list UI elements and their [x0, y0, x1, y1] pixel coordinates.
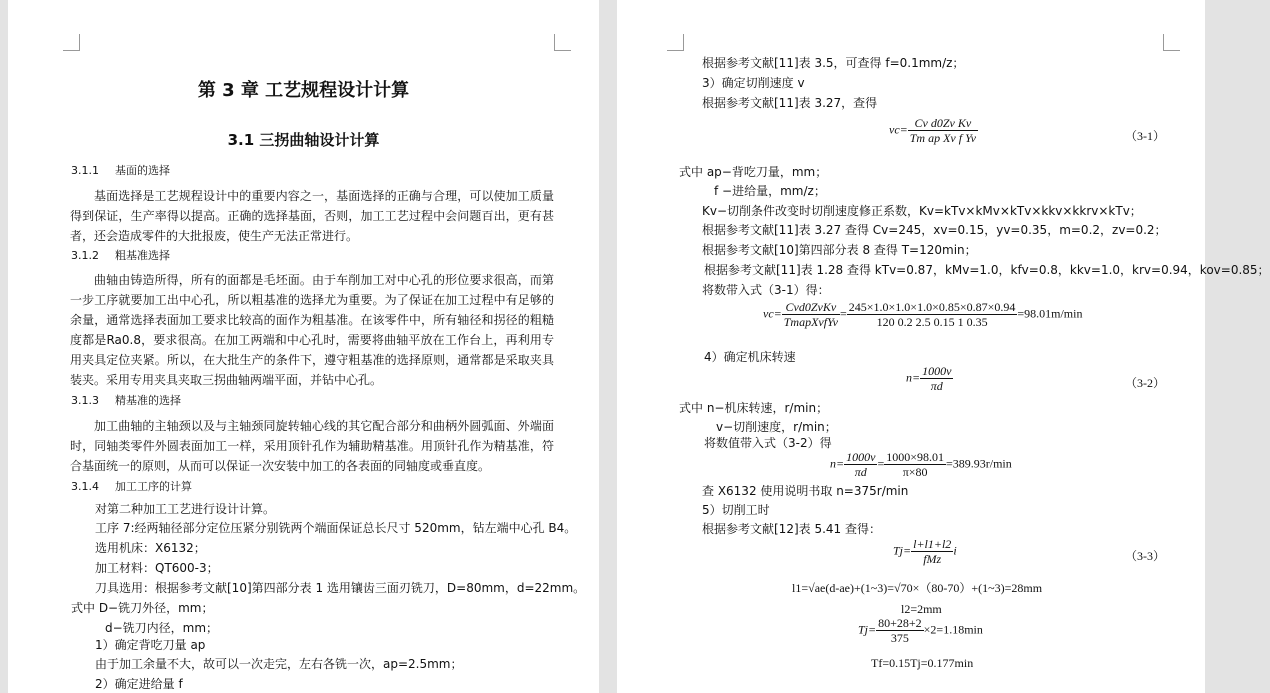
equation-substitution-1: vc= $\frac{\text{Cvd0ZvKv}}{\text{TmapXvfYv}}$ = $\frac{245\times 1.0\times 1.0\times 1.0\times 0.85\times 0.87\times 0.94}{120 0.2 2.5 0.15 1 0.35}$ =98.01m/min — [763, 300, 1083, 329]
page-corner-mark — [667, 34, 684, 51]
equation-substitution-2: n= $\frac{1000v}{\pi d}$ = $\frac{1000\times 98.01}{\pi\times 80}$ =389.93r/min — [830, 450, 1012, 479]
text-line: 根据参考文献[10]第四部分表 8 查得 T=120min； — [702, 243, 977, 257]
text-line: 由于加工余量不大，故可以一次走完，左右各铣一次，ap=2.5mm； — [95, 657, 463, 671]
subsection-title: 基面的选择 — [115, 164, 170, 177]
subsection-title: 精基准的选择 — [115, 394, 181, 407]
text-line: 4）确定机床转速 — [704, 350, 796, 364]
text-line: 根据参考文献[11]表 3.27，查得 — [702, 96, 878, 110]
equation-l1: l1=√ae(d-ae)+(1~3)=√70×（80-70）+(1~3)=28mm — [792, 581, 1043, 595]
text-line: 3）确定切削速度 v — [702, 76, 805, 90]
subsection-title: 粗基准选择 — [115, 249, 170, 262]
subsection-number: 3.1.2 — [71, 249, 99, 262]
text-line: 2）确定进给量 f — [95, 677, 183, 691]
text-line: 刀具选用：根据参考文献[10]第四部分表 1 选用镶齿三面刃铣刀，D=80mm，d=22mm。 — [95, 581, 586, 595]
text-line: 根据参考文献[12]表 5.41 查得： — [702, 522, 881, 536]
page-corner-mark — [63, 34, 80, 51]
text-line: d−铣刀内径，mm； — [105, 621, 219, 635]
document-page-2 — [617, 0, 1270, 693]
text-line: 5）切削工时 — [702, 503, 770, 517]
text-line: 式中 D−铣刀外径，mm； — [71, 601, 214, 615]
text-line: 查 X6132 使用说明书取 n=375r/min — [702, 484, 909, 498]
equation-number: （3-1） — [1125, 129, 1165, 143]
text-line: 式中 ap−背吃刀量，mm； — [679, 165, 828, 179]
equation-number: （3-3） — [1125, 549, 1165, 563]
text-line: f −进给量，mm/z； — [714, 184, 826, 198]
text-line: 工序 7:经两轴径部分定位压紧分别铣两个端面保证总长尺寸 520mm，钻左端中心孔 B4。 — [95, 521, 577, 535]
text-line: 将数值带入式（3-2）得 — [704, 436, 832, 450]
text-line: 1）确定背吃刀量 ap — [95, 638, 206, 652]
text-line: 加工材料：QT600-3； — [95, 561, 219, 575]
text-line: 选用机床：X6132； — [95, 541, 206, 555]
text-line: Kv−切削条件改变时切削速度修正系数，Kv=kTv×kMv×kTv×kkv×kkrv×kTv； — [702, 204, 1142, 218]
equation-3-2: n= $\frac{1000v}{\pi d}$ — [906, 364, 952, 393]
subsection-title: 加工工序的计算 — [115, 480, 192, 493]
section-title: 3.1 三拐曲轴设计计算 — [227, 131, 380, 149]
text-line: 式中 n−机床转速，r/min； — [679, 401, 829, 415]
paragraph: 基面选择是工艺规程设计中的重要内容之一，基面选择的正确与合理，可以使加工质量得到保证，生产率得以提高。正确的选择基面，否则，加工工艺过程中会问题百出，更有甚者，还会造成零件的大批报废，使生产无法正常进行。 — [70, 189, 554, 243]
text-line: 对第二种加工工艺进行设计计算。 — [95, 502, 276, 516]
page-corner-mark — [554, 34, 571, 51]
text-line: v−切削速度，r/min； — [716, 420, 837, 434]
text-line: 根据参考文献[11]表 1.28 查得 kTv=0.87，kMv=1.0，kfv=0.8，kkv=1.0，krv=0.94，kov=0.85； — [704, 263, 1270, 277]
document-page-1 — [8, 0, 599, 693]
equation-3-3: Tj= $\frac{l+l1+l2}{\text{fMz}}$ i — [893, 537, 957, 566]
equation-3-1: vc= $\frac{\text{Cv d0Zv Kv}}{\text{Tm ap Xv f Yv}}$ — [889, 116, 976, 145]
equation-l2: l2=2mm — [901, 602, 942, 616]
equation-tj: Tj= $\frac{80+28+2}{375}$ ×2=1.18min — [858, 616, 983, 645]
subsection-number: 3.1.4 — [71, 480, 99, 493]
text-line: 根据参考文献[11]表 3.27 查得 Cv=245，xv=0.15，yv=0.35，m=0.2，zv=0.2； — [702, 223, 1167, 237]
page-corner-mark — [1163, 34, 1180, 51]
equation-tf: Tf=0.15Tj=0.177min — [871, 656, 974, 670]
subsection-number: 3.1.1 — [71, 164, 99, 177]
paragraph: 加工曲轴的主轴颈以及与主轴颈同旋转轴心线的其它配合部分和曲柄外圆弧面、外端面时，同轴类零件外圆表面加工一样，采用顶针孔作为辅助精基准。用顶针孔作为精基准，符合基面统一的原则，从而可以保证一次安装中加工的各表面的同轴度或垂直度。 — [70, 419, 554, 473]
paragraph: 曲轴由铸造所得，所有的面都是毛坯面。由于车削加工对中心孔的形位要求很高，而第一步工序就要加工出中心孔，所以粗基准的选择尤为重要。为了保证在加工过程中有足够的余量，通常选择表面加工要求比较高的面作为粗基准。在该零件中，所有轴径和拐径的粗糙度都是Ra0.8，要求很高。在加工两端和中心孔时，需要将曲轴平放在工作台上，再利用专用夹具定位夹紧。所以，在大批生产的条件下，遵守粗基准的选择原则，通常都是采取夹具装夹。采用专用夹具夹取三拐曲轴两端平面，并钻中心孔。 — [70, 273, 554, 387]
chapter-title: 第 3 章 工艺规程设计计算 — [197, 80, 410, 101]
text-line: 将数带入式（3-1）得： — [702, 283, 830, 297]
subsection-number: 3.1.3 — [71, 394, 99, 407]
equation-number: （3-2） — [1125, 376, 1165, 390]
text-line: 根据参考文献[11]表 3.5，可查得 f=0.1mm/z； — [702, 56, 965, 70]
